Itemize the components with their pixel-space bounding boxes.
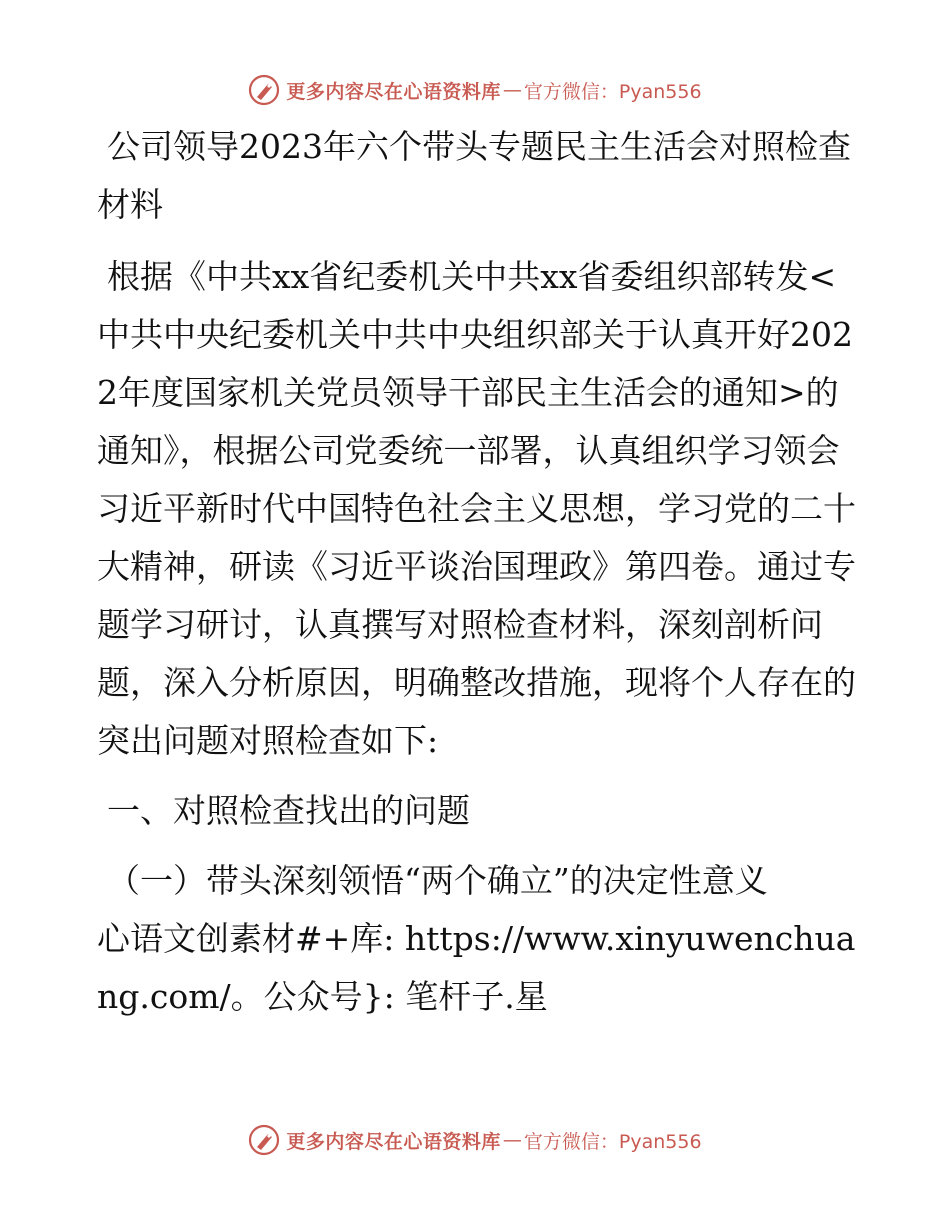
pen-nib-icon bbox=[248, 1124, 280, 1156]
banner-wechat-text: 官方微信：Pyan556 bbox=[523, 1130, 702, 1153]
banner-left-text: 更多内容尽在心语资料库 bbox=[286, 80, 501, 103]
pen-nib-icon bbox=[248, 74, 280, 106]
header-banner bbox=[0, 70, 950, 110]
source-note: 心语文创素材#+库: https://www.xinyuwenchuang.com/。公众号}: 笔杆子.星 bbox=[97, 919, 856, 1016]
document-body bbox=[97, 118, 857, 1038]
footer-banner bbox=[0, 1120, 950, 1160]
section-heading: 一、对照检查找出的问题 bbox=[107, 791, 470, 830]
intro-paragraph: 根据《中共xx省纪委机关中共xx省委组织部转发<中共中央纪委机关中共中央组织部关于认真开好2022年度国家机关党员领导干部民主生活会的通知>的通知》，根据公司党委统一部署，认真组织学习领会习近平新时代中国特色社会主义思想，学习党的二十大精神，研读《习近平谈治国理政》第四卷。通过专题学习研讨，认真撰写对照检查材料，深刻剖析问题，深入分析原因，明确整改措施，现将个人存在的突出问题对照检查如下: bbox=[97, 257, 856, 760]
banner-left-text: 更多内容尽在心语资料库 bbox=[286, 1130, 501, 1153]
banner-dash: — bbox=[502, 1129, 522, 1151]
banner-wechat-text: 官方微信：Pyan556 bbox=[523, 80, 702, 103]
subsection-heading: （一）带头深刻领悟“两个确立”的决定性意义 bbox=[107, 861, 768, 900]
document-title: 公司领导2023年六个带头专题民主生活会对照检查材料 bbox=[97, 127, 851, 224]
banner-dash: — bbox=[502, 79, 522, 101]
